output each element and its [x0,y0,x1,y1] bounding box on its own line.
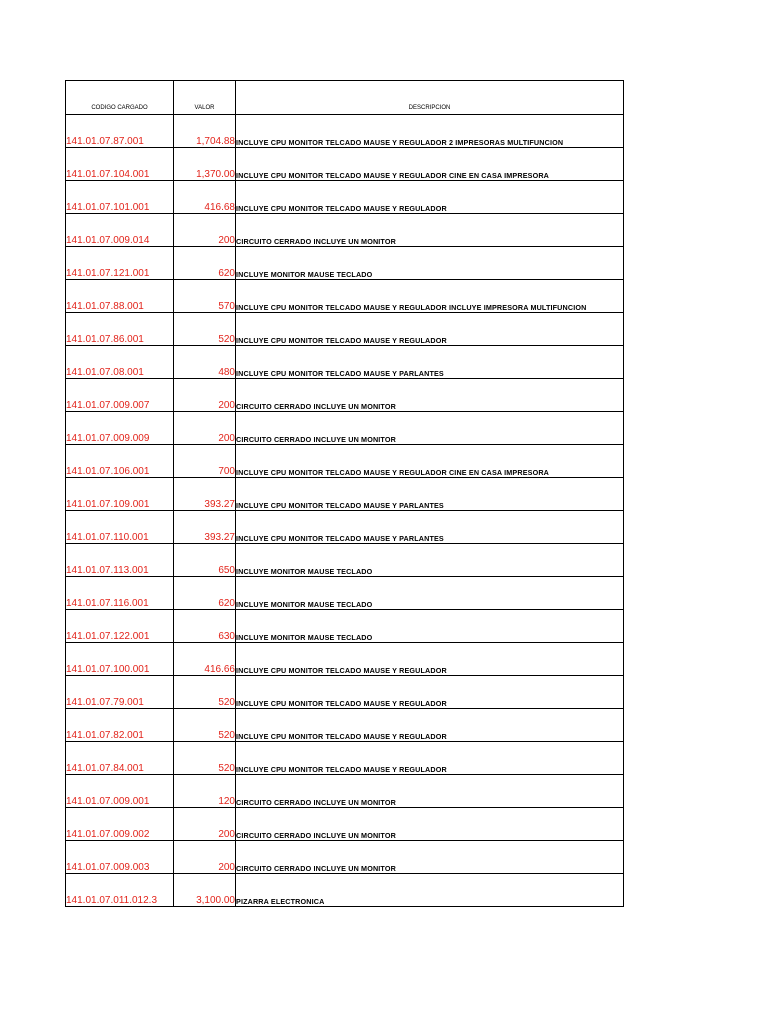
cell-code: 141.01.07.121.001 [66,247,174,280]
cell-description: CIRCUITO CERRADO INCLUYE UN MONITOR [236,808,624,841]
cell-value: 393.27 [174,511,236,544]
cell-description: CIRCUITO CERRADO INCLUYE UN MONITOR [236,412,624,445]
table-row [66,379,624,412]
table-row [66,709,624,742]
cell-description: INCLUYE CPU MONITOR TELCADO MAUSE Y REGULADOR CINE EN CASA IMPRESORA [236,445,624,478]
cell-description: INCLUYE CPU MONITOR TELCADO MAUSE Y PARLANTES [236,478,624,511]
table-row [66,280,624,313]
table-row [66,181,624,214]
cell-code: 141.01.07.100.001 [66,643,174,676]
cell-code: 141.01.07.84.001 [66,742,174,775]
cell-value: 1,370.00 [174,148,236,181]
cell-value: 200 [174,379,236,412]
cell-value: 1,704.88 [174,115,236,148]
table-row [66,577,624,610]
cell-description: PIZARRA ELECTRONICA [236,874,624,907]
cell-code: 141.01.07.122.001 [66,610,174,643]
table-row [66,148,624,181]
cell-code: 141.01.07.08.001 [66,346,174,379]
cell-description: INCLUYE CPU MONITOR TELCADO MAUSE Y REGULADOR INCLUYE IMPRESORA MULTIFUNCION [236,280,624,313]
cell-value: 200 [174,412,236,445]
cell-code: 141.01.07.009.014 [66,214,174,247]
cell-value: 700 [174,445,236,478]
cell-value: 3,100.00 [174,874,236,907]
cell-code: 141.01.07.110.001 [66,511,174,544]
cell-description: CIRCUITO CERRADO INCLUYE UN MONITOR [236,214,624,247]
table-body [66,115,624,907]
cell-code: 141.01.07.009.002 [66,808,174,841]
cell-description: CIRCUITO CERRADO INCLUYE UN MONITOR [236,775,624,808]
table-row [66,445,624,478]
cell-description: INCLUYE CPU MONITOR TELCADO MAUSE Y REGULADOR [236,181,624,214]
table-row [66,544,624,577]
cell-description: INCLUYE CPU MONITOR TELCADO MAUSE Y REGULADOR 2 IMPRESORAS MULTIFUNCION [236,115,624,148]
cell-value: 200 [174,808,236,841]
cell-code: 141.01.07.113.001 [66,544,174,577]
cell-description: INCLUYE CPU MONITOR TELCADO MAUSE Y PARLANTES [236,511,624,544]
cell-description: INCLUYE CPU MONITOR TELCADO MAUSE Y REGULADOR CINE EN CASA IMPRESORA [236,148,624,181]
cell-code: 141.01.07.86.001 [66,313,174,346]
cell-code: 141.01.07.87.001 [66,115,174,148]
header-row [66,81,624,115]
cell-description: INCLUYE CPU MONITOR TELCADO MAUSE Y REGULADOR [236,709,624,742]
inventory-sheet [65,80,623,935]
cell-description: INCLUYE CPU MONITOR TELCADO MAUSE Y REGULADOR [236,676,624,709]
cell-code: 141.01.07.009.003 [66,841,174,874]
cell-code: 141.01.07.79.001 [66,676,174,709]
table-row [66,313,624,346]
table-row [66,841,624,874]
table-row [66,610,624,643]
cell-value: 520 [174,676,236,709]
cell-value: 620 [174,247,236,280]
table-row [66,742,624,775]
column-header-value: VALOR [174,81,236,115]
cell-code: 141.01.07.82.001 [66,709,174,742]
cell-code: 141.01.07.116.001 [66,577,174,610]
column-header-code: CODIGO CARGADO [66,81,174,115]
cell-value: 416.68 [174,181,236,214]
table-row [66,346,624,379]
cell-value: 393.27 [174,478,236,511]
cell-value: 520 [174,313,236,346]
cell-code: 141.01.07.101.001 [66,181,174,214]
cell-value: 120 [174,775,236,808]
cell-code: 141.01.07.011.012.3 [66,874,174,907]
cell-code: 141.01.07.104.001 [66,148,174,181]
table-row [66,775,624,808]
cell-description: INCLUYE MONITOR MAUSE TECLADO [236,544,624,577]
table-row [66,412,624,445]
cell-value: 200 [174,841,236,874]
inventory-table [65,80,624,907]
table-row [66,643,624,676]
cell-value: 520 [174,742,236,775]
table-row [66,874,624,907]
cell-description: CIRCUITO CERRADO INCLUYE UN MONITOR [236,841,624,874]
cell-value: 570 [174,280,236,313]
cell-description: INCLUYE CPU MONITOR TELCADO MAUSE Y REGULADOR [236,643,624,676]
cell-value: 520 [174,709,236,742]
table-row [66,214,624,247]
cell-code: 141.01.07.009.001 [66,775,174,808]
cell-description: CIRCUITO CERRADO INCLUYE UN MONITOR [236,379,624,412]
cell-value: 480 [174,346,236,379]
table-row [66,247,624,280]
table-row [66,808,624,841]
cell-description: INCLUYE MONITOR MAUSE TECLADO [236,610,624,643]
cell-code: 141.01.07.009.007 [66,379,174,412]
cell-value: 630 [174,610,236,643]
column-header-description: DESCRIPCION [236,81,624,115]
cell-value: 416.66 [174,643,236,676]
table-row [66,478,624,511]
cell-code: 141.01.07.109.001 [66,478,174,511]
cell-code: 141.01.07.009.009 [66,412,174,445]
cell-description: INCLUYE MONITOR MAUSE TECLADO [236,577,624,610]
cell-value: 620 [174,577,236,610]
cell-description: INCLUYE MONITOR MAUSE TECLADO [236,247,624,280]
cell-description: INCLUYE CPU MONITOR TELCADO MAUSE Y REGULADOR [236,742,624,775]
table-row [66,115,624,148]
cell-code: 141.01.07.106.001 [66,445,174,478]
cell-description: INCLUYE CPU MONITOR TELCADO MAUSE Y PARLANTES [236,346,624,379]
cell-code: 141.01.07.88.001 [66,280,174,313]
cell-value: 200 [174,214,236,247]
cell-description: INCLUYE CPU MONITOR TELCADO MAUSE Y REGULADOR [236,313,624,346]
table-row [66,676,624,709]
cell-value: 650 [174,544,236,577]
table-row [66,511,624,544]
